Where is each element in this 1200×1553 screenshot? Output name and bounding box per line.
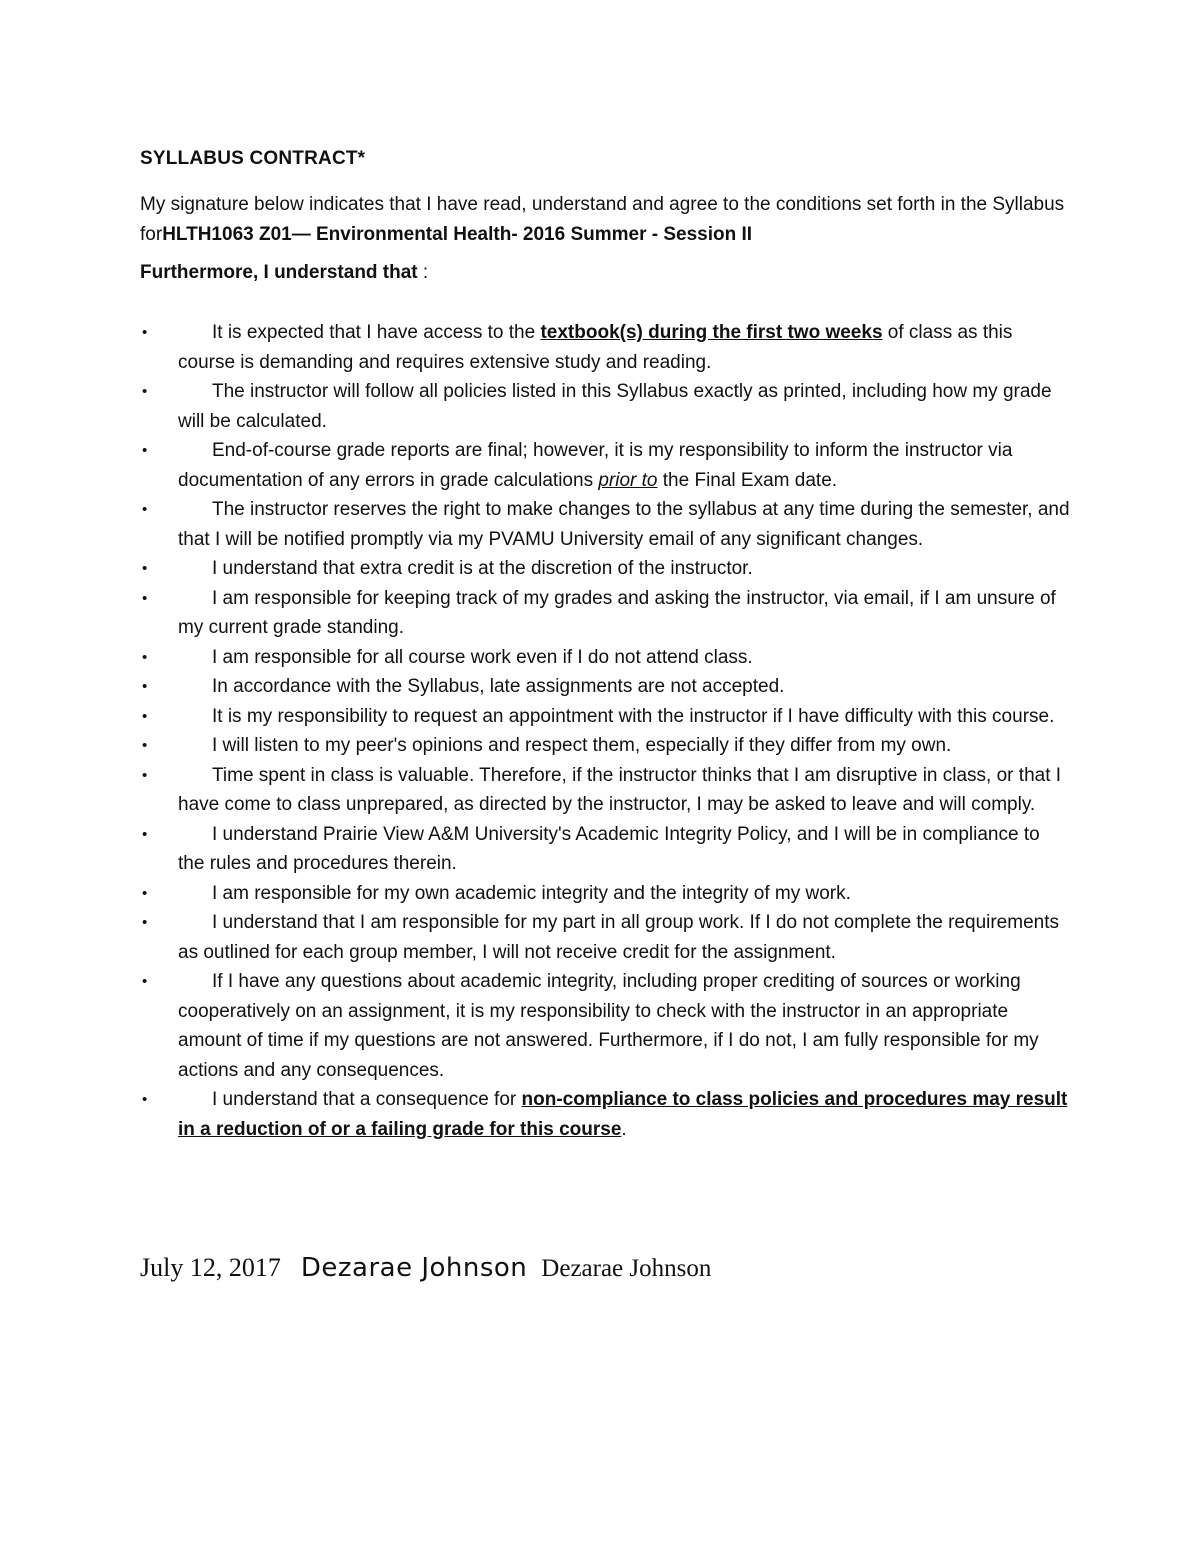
item-text: It is my responsibility to request an appointment with the instructor if I have difficulty with this course. [212, 705, 1055, 727]
bullet-icon: • [142, 1091, 148, 1108]
list-item [140, 495, 1070, 554]
item-emphasis: textbook(s) during the first two weeks [540, 322, 883, 343]
bullet-icon: • [142, 825, 148, 843]
list-item [140, 1085, 1070, 1144]
item-text: I understand that I am responsible for my part in all group work. If I do not complete the requirements as outlined for each group member, I will not receive credit for the assignment. [178, 912, 1059, 963]
bullet-icon: • [142, 884, 148, 902]
bullet-icon: • [142, 442, 148, 459]
list-item [140, 436, 1070, 495]
item-text: I am responsible for all course work even if I do not attend class. [212, 646, 753, 668]
list-item [140, 967, 1070, 1085]
furthermore-bold: Furthermore, I understand that [140, 262, 418, 283]
item-text: I understand that a consequence for [212, 1089, 522, 1110]
signature-line [140, 1253, 711, 1283]
list-item [140, 554, 1070, 584]
furthermore-colon: : [417, 262, 429, 283]
list-item [140, 584, 1070, 643]
list-item [140, 702, 1070, 732]
document-title: SYLLABUS CONTRACT* [140, 148, 366, 169]
bullet-icon: • [142, 766, 148, 784]
signature-date: July 12, 2017 [140, 1253, 281, 1282]
bullet-icon: • [142, 501, 148, 518]
conditions-list [140, 318, 1070, 1144]
item-text: The instructor will follow all policies listed in this Syllabus exactly as printed, including how my grade will be calculated. [178, 381, 1052, 432]
list-item [140, 879, 1070, 909]
bullet-icon: • [142, 648, 148, 666]
signature-name-printed: Dezarae Johnson [541, 1255, 712, 1282]
list-item [140, 761, 1070, 820]
item-text-end: the Final Exam date. [657, 469, 838, 491]
item-text: I understand Prairie View A&M University's Academic Integrity Policy, and I will be in compliance to the rules and procedures therein. [178, 823, 1040, 874]
bullet-icon: • [142, 589, 148, 607]
bullet-icon: • [142, 560, 148, 577]
signature-name-signed: Dezarae Johnson [300, 1253, 528, 1283]
item-text-end: of class as this course is demanding and requires extensive study and reading. [178, 322, 1013, 373]
bullet-icon: • [142, 324, 148, 341]
list-item [140, 731, 1070, 761]
intro-text: My signature below indicates that I have read, understand and agree to the conditions set forth in the Syllabus for [140, 194, 1065, 245]
bullet-icon: • [142, 383, 148, 400]
list-item [140, 908, 1070, 967]
list-item [140, 672, 1070, 702]
course-name: HLTH1063 Z01— Environmental Health- 2016 Summer - Session II [162, 224, 753, 245]
list-item [140, 377, 1070, 436]
bullet-icon: • [142, 973, 148, 990]
item-emphasis: non-compliance to class policies and procedures may result in a reduction of or a failing grade for this course [178, 1089, 1068, 1140]
item-text: I understand that extra credit is at the discretion of the instructor. [212, 558, 753, 579]
list-item [140, 820, 1070, 879]
item-text: I am responsible for keeping track of my grades and asking the instructor, via email, if I am unsure of my current grade standing. [178, 587, 1056, 638]
list-item [140, 318, 1070, 377]
intro-paragraph [140, 190, 1070, 250]
bullet-icon: • [142, 707, 148, 725]
list-item [140, 643, 1070, 673]
item-text: Time spent in class is valuable. Therefore, if the instructor thinks that I am disruptive in class, or that I have come to class unprepared, as directed by the instructor, I may be asked to leave and will comply. [178, 764, 1062, 815]
item-text-end: . [621, 1118, 627, 1140]
item-text: It is expected that I have access to the [212, 322, 541, 343]
item-text: In accordance with the Syllabus, late assignments are not accepted. [212, 676, 785, 697]
furthermore-heading [140, 262, 428, 284]
item-emphasis: prior to [598, 469, 658, 491]
item-text: I will listen to my peer's opinions and respect them, especially if they differ from my own. [212, 735, 952, 756]
bullet-icon: • [142, 678, 148, 695]
item-text: End-of-course grade reports are final; however, it is my responsibility to inform the instructor via documentation of any errors in grade calculations [178, 440, 1013, 491]
item-text: The instructor reserves the right to make changes to the syllabus at any time during the semester, and that I will be notified promptly via my PVAMU University email of any significant changes. [178, 499, 1070, 550]
bullet-icon: • [142, 737, 148, 754]
item-text: If I have any questions about academic integrity, including proper crediting of sources or working cooperatively on an assignment, it is my responsibility to check with the instructor in an appropriate amount of time if my questions are not answered. Furthermore, if I do not, I am fully responsible for my actions and any consequences. [178, 971, 1039, 1081]
bullet-icon: • [142, 914, 148, 931]
item-text: I am responsible for my own academic integrity and the integrity of my work. [212, 882, 851, 904]
